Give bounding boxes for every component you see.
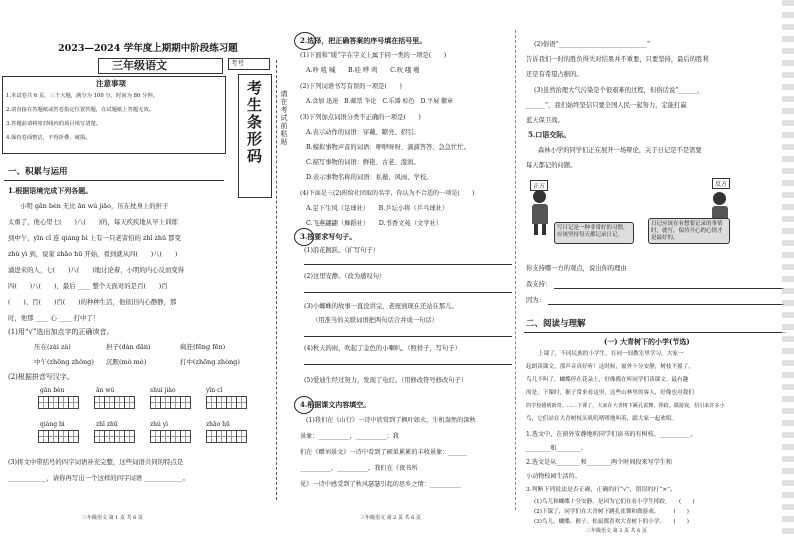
q2-3-option-a[interactable]: A.表示动作的词语：穿戴、瞭亮、招引。 — [306, 129, 420, 136]
char-grid-1[interactable] — [38, 396, 78, 409]
passage-line-3: 到中午，yīn cǐ 连 qiáng bì 上有一只老害怕的 zhī zhū 都变 — [8, 234, 181, 242]
support-answer-line[interactable] — [554, 288, 784, 289]
r1-line-2: ________和________。 — [526, 445, 587, 452]
q5-3-line-3: 蓝天保卫战。 — [526, 117, 564, 124]
q3-3-answer-line[interactable] — [304, 336, 512, 337]
q2-4-options-cd[interactable]: C.飞燕翩翩（舞蹈社） D.书香文苑（文学社） — [306, 220, 443, 227]
r2-line-1: 2.选文是从________和________两个时间段来写学生和 — [526, 459, 672, 466]
pinyin-3: shuì jiào — [150, 387, 176, 394]
q3-4-answer-line[interactable] — [304, 364, 512, 365]
page-3-footer: 三年级语文 第 3 页 共 6 页 — [586, 528, 647, 534]
reading-choice-6[interactable]: 打中(zhōng zhòng) — [180, 358, 240, 366]
q1-1: (1)用“√”选出加点字的正确读音。 — [8, 328, 114, 336]
r3-item-3[interactable]: (3)鸟儿、蝴蝶、猴子、松鼠都喜欢大青树下的小学。 ( ) — [534, 519, 689, 525]
r3-item-2[interactable]: (2)下课了，同学们在大青树下跳孔雀舞和做游戏。 ( ) — [534, 509, 689, 515]
q3-title: 3.按要求写句子。 — [300, 232, 357, 241]
q5-2-line-1: (2)俗语“____________________________” — [534, 41, 651, 48]
q3-5: (5)爱迪生经过努力，发现了电灯。（用修改符号修改句子） — [304, 377, 468, 384]
seal-line-1 — [276, 60, 277, 500]
char-grid-2[interactable] — [94, 396, 134, 409]
r2-line-2: 小动物校园生活的。 — [526, 473, 581, 480]
char-grid-5[interactable] — [38, 430, 78, 443]
q1-title: 1.根据语境完成下列各题。 — [8, 186, 93, 195]
q3-2: (2)这里安静。（改为感叹句） — [304, 273, 386, 280]
passage-line-8: 时，他那 ____ 心 ____ 打中了！ — [8, 314, 100, 322]
barcode-label: 考生条形码 — [245, 80, 263, 165]
q3-1: (1)浪花跳跃。（扩写句子） — [304, 247, 380, 254]
exam-title: 2023—2024 学年度上期期中阶段练习题 — [58, 43, 238, 54]
pinyin-2: ān wú — [96, 387, 115, 394]
page-2 — [294, 0, 516, 537]
reading-choice-3[interactable]: 疯狂(fēng fēn) — [180, 343, 226, 351]
page-1-footer: 三年级语文 第 1 页 共 6 页 — [82, 515, 143, 521]
pinyin-7: zhǔ yì — [150, 421, 169, 428]
reason-label: 因为： — [526, 297, 545, 304]
q5-2-line-2: 告诉我们一时的胜负得失对结果并不重要，只要坚持，最后的胜利 — [526, 56, 709, 63]
q3-3a: (3)小蜘蛛的故事一直没讲完，老屋到现在还站在那儿。 — [304, 303, 458, 310]
reading-choice-2[interactable]: 担子(dàn dān) — [106, 343, 151, 351]
q3-3b: （用准当的关联词语把两句话合并成一句话） — [312, 317, 438, 324]
char-grid-4[interactable] — [206, 396, 246, 409]
passage-line-2: 太重了，他心里七( )八( )的，每天疾疾地从早上训练 — [8, 218, 178, 226]
reading-choice-5[interactable]: 沉默(mò mè) — [106, 358, 147, 366]
q4-title: 4.根据课文内容填空。 — [300, 400, 371, 409]
seal-note-1: 请在考试前粘贴 — [280, 90, 288, 146]
passage-line-5: 涌进来的人，七( )八( )地讨论着，小明的内心反而变得 — [8, 266, 185, 274]
reading-line-4: 的是，下课时，猴子常来看这里，这些山林里的客人，好像也对我们 — [526, 390, 694, 396]
section-1-heading: 一、积累与运用 — [8, 167, 68, 177]
q2-4: (4)下面是三(2)班给社团取的名字，你认为不合适的一项是( ) — [300, 190, 475, 197]
notice-title: 注意事项 — [96, 79, 126, 88]
q1-3-line-1: (3)将文中带括号的四字词语补充完整，这些词语共同的特点是 — [8, 458, 184, 466]
r1-line-1: 1.选文中，在窗外安静地听同学们读书的有树枝、__________、 — [526, 431, 697, 438]
q5-3-line-1: (3)虽然治理大气污染是个很艰难的过程，但俗话说“______， — [534, 87, 704, 94]
reading-line-1: 上课了，不同民族的小学生，在同一间教室里学习。大家一 — [538, 351, 684, 357]
q5-2-line-3: 还是有希望占据的。 — [526, 71, 583, 78]
pro-side-bubble: 写日记是一种非常好的习惯，应该坚持每天都记录日记。 — [554, 222, 634, 244]
reason-answer-line[interactable] — [548, 304, 784, 305]
r3-item-1[interactable]: (1)鸟儿和蝴蝶十分安静，是因为它们在看小学生摔跤。 ( ) — [534, 499, 695, 505]
q3-2-answer-line[interactable] — [304, 292, 512, 293]
support-label: 我支持： — [526, 281, 552, 288]
q2-3-option-b[interactable]: B.模拟事物声音的词语：咿咿呀呀、滴滴答答、急急忙忙。 — [306, 144, 471, 151]
q2-3-option-c[interactable]: C.描写事物的词语：鲜艳、古老、湿润。 — [306, 159, 420, 166]
char-grid-8[interactable] — [206, 430, 246, 443]
q2-4-options-ab[interactable]: A.足下生风（足球社） B.乒坛小将（乒乓球社） — [306, 205, 449, 212]
char-grid-6[interactable] — [94, 430, 134, 443]
reading-choice-1[interactable]: 压在(zài zà) — [34, 343, 71, 351]
q2-1: (1)下面和“暖”字在字义上属于同一类的一项是( ) — [300, 52, 447, 59]
q4-line-4: __________，__________。我们在《夜书所 — [300, 465, 418, 472]
passage-line-7: ( )、百( )百( )的种种生活，他依旧内心静静，那 — [8, 298, 177, 306]
passage-line-1: 小明 gān bèn 无比 ān wú jiāo，压在枕身上的担子 — [20, 202, 169, 210]
exam-no-label: 考号 — [231, 59, 244, 67]
pinyin-1: gān bèn — [40, 387, 65, 394]
q2-2: (2)下列词语书写有误的一项是( ) — [300, 83, 402, 90]
page-2-footer: 三年级语文 第 2 页 共 6 页 — [360, 515, 421, 521]
q1-3-line-2: ____________，请你再写出一个这样的四字词语 ____________。 — [8, 474, 189, 482]
passage-line-4: zhǔ yì 到，说家 zhāo hū 开始，看到就从四( )八( ) — [8, 250, 178, 258]
q1-2: (2)根据拼音写汉字。 — [8, 373, 74, 381]
q2-3: (3)下列加点词语分类不正确的一项是( ) — [300, 114, 421, 121]
pinyin-8: zhāo hū — [206, 421, 230, 428]
q6-intro-1: 森林小学的同学们正在展开一场辩论，关于日记是不是需要 — [538, 147, 702, 154]
page-1 — [0, 0, 272, 537]
notice-2: 2.请直接在答题纸或答卷指定位置答题，在试题纸上答题无效。 — [6, 107, 155, 113]
pro-side-tag: 正方 — [530, 180, 548, 191]
q4-line-2: 景象：__________，__________；我 — [300, 433, 399, 440]
q2-1-options[interactable]: A.吵 吼 喊 B.哇 哗 鸣 C.吹 哦 啪 — [306, 67, 420, 74]
reading-line-6: 鸟，它们站在大青树枝头叽叽喳喳地叫着，跟大家一起欢唱。 — [526, 416, 678, 422]
char-grid-3[interactable] — [150, 396, 190, 409]
section-1-rule — [4, 180, 224, 181]
section-2-heading: 二、阅读与理解 — [526, 319, 586, 329]
q4-line-1: (1)我们在《山行》一诗中欣赏到了枫叶如火，生机盎然的深秋 — [306, 417, 476, 424]
pinyin-4: yīn cǐ — [206, 387, 223, 394]
q4-line-5: 见》一诗中感受到了秋风瑟瑟引起的思乡之情：__________ — [300, 481, 461, 488]
con-side-bubble: 日记应该在有想要记录的事情时，就写，保持开心的心情才是最好的。 — [648, 218, 730, 244]
page-divider-2 — [515, 30, 516, 510]
reading-line-5: 的学校感到新奇。……下课了，大家在大青树下跳孔雀舞，摔跤，做游戏，招引来许多小 — [526, 403, 725, 409]
pinyin-5: qiáng bì — [40, 421, 65, 428]
subject-title: 三年级语文 — [112, 59, 167, 72]
q2-2-options[interactable]: A.食加 迅速 B.邮票 争论 C.乐器 棕色 D.平展 徽章 — [306, 98, 453, 105]
notice-1: 1.本试卷共 6 页，三个大题，满分为 100 分，时间为 80 分钟。 — [6, 93, 158, 99]
q5-3-line-2: ______”，我们始终坚信只要全国人民一起努力，定能打赢 — [526, 102, 687, 109]
reading-title: (一) 大青树下的小学(节选) — [604, 337, 690, 346]
q3-1-answer-line[interactable] — [304, 264, 512, 265]
passage-line-6: 四( )八( )，最后 ____ 整个天面对的是百( )百 — [8, 282, 168, 290]
notice-4: 4.保持卷面整洁，不得折叠、破损。 — [6, 135, 91, 141]
page-3 — [520, 0, 794, 537]
section-2-rule — [524, 332, 786, 333]
r3-title: 3.判断下列说法是否正确，正确的打“√”，错误的打“×”。 — [526, 487, 677, 493]
q2-3-option-d[interactable]: D.表示事物名称的词语：私塾、风雨、学校。 — [306, 174, 433, 181]
q4-line-3: 们在《赠刘景文》一诗中看到了硕果累累的丰收景象：______ — [300, 449, 468, 456]
char-grid-7[interactable] — [150, 430, 190, 443]
binding-edge — [782, 0, 794, 537]
con-side-tag: 反方 — [712, 178, 730, 189]
notice-3: 3.答题前请将密封线内的项目填写清楚。 — [6, 121, 102, 127]
pinyin-6: zhī zhū — [96, 421, 118, 428]
reading-choice-4[interactable]: 中午(zhōng zhǒng) — [34, 358, 94, 366]
q6-intro-2: 每天都记的问题。 — [526, 162, 577, 169]
q2-title: 2.选择，把正确答案的序号填在括号里。 — [300, 36, 427, 45]
reading-line-2: 起朗读课文，那声音真好听！这时候，窗外十分安静，树枝不摇了， — [526, 364, 694, 370]
q3-4: (4)秋天的雨，吹起了金色的小喇叭。（照样子，写句子） — [304, 345, 461, 352]
q6-question: 你支持哪一方的观点，说出你的理由 — [526, 265, 627, 272]
reading-line-3: 鸟儿不叫了，蝴蝶停在花朵上，好像都在听同学们读课文。最有趣 — [526, 377, 689, 383]
q6-title: 5.口语交际。 — [528, 130, 571, 139]
